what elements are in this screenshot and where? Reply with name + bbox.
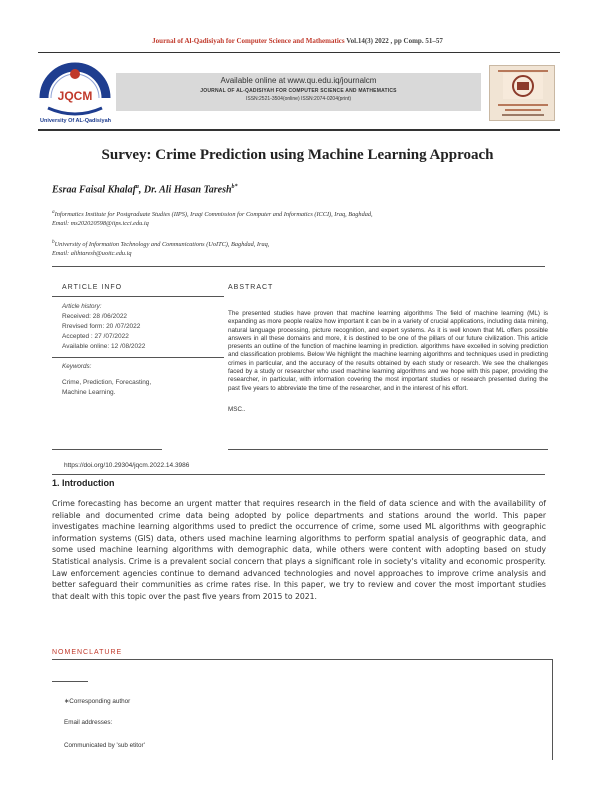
affil-mark: b xyxy=(52,239,55,245)
affiliation-rule xyxy=(52,266,545,267)
nomenclature-rule xyxy=(52,659,553,660)
abstract-text: The presented studies have proven that machine learning algorithms The field of machine learning (ML) is expanding as more people realize how important it can be in a variety of crucial applications, including data mining, natural language processing, picture recognition, and expert systems. As it is well known that ML offers possible answers in all these domains and more, it is destined to be one of the pillars of our future civilization. This article presents an outline of the function of machine learning in prediction. algorithms have excelled in solving prediction and classification problems. Below We highlight the machine learning algorithms and techniques used in predicting crimes in particular, and the accuracy of the results obtained by each study or research. We see the challenges faced by a study or researcher who used machine learning algorithms and we hope with this paper, providing the researcher, in particular, with information covering the most important studies or research presented during the past five years to abbreviate the time of the researcher, and in the interest of his effort. xyxy=(228,310,548,392)
email-note: Email addresses: xyxy=(64,719,113,726)
footnote-rule xyxy=(52,681,88,682)
header-rule xyxy=(38,52,560,53)
communicated-note: Communicated by 'sub etitor' xyxy=(64,742,145,749)
title-rule xyxy=(38,129,560,131)
running-header xyxy=(0,37,595,45)
author-affil-mark: a xyxy=(135,184,139,190)
author-affil-mark: b* xyxy=(231,184,238,190)
cover-bar xyxy=(505,109,541,111)
university-name: University Of AL-Qadisiyah xyxy=(39,118,111,124)
journal-name: Journal of Al-Qadisiyah for Computer Science and Mathematics xyxy=(152,37,345,45)
abstract-msc: MSC.. xyxy=(228,405,246,413)
affil-email: Email: ms202020598@iips.icci.edu.iq xyxy=(52,220,149,228)
accepted-date: Accepted : 27 /07/2022 xyxy=(62,333,129,340)
cover-title-bar xyxy=(498,70,548,72)
cover-logo-icon xyxy=(503,73,543,99)
received-date: Received: 28 /06/2022 xyxy=(62,313,128,320)
cover-bar xyxy=(502,114,544,116)
affil-email: Email: alihtaresh@uoitc.edu.iq xyxy=(52,250,132,258)
banner-journal: JOURNAL OF AL-QADISIYAH FOR COMPUTER SCIENCE AND MATHEMATICS xyxy=(200,88,397,94)
banner-url: Available online at www.qu.edu.iq/journalcm xyxy=(220,76,377,85)
keywords-label: Keywords: xyxy=(62,363,92,370)
keywords-text: Crime, Prediction, Forecasting, xyxy=(62,379,152,386)
nomenclature-heading: NOMENCLATURE xyxy=(52,649,123,656)
section-heading: 1. Introduction xyxy=(52,478,115,488)
cover-bar xyxy=(498,104,548,106)
article-history xyxy=(52,297,224,352)
affil-text: Informatics Institute for Postgraduate Studies (IIPS), Iraqi Commission for Computer and Informatics (ICCI), Iraq, Baghdad, xyxy=(54,211,373,219)
history-label: Article history: xyxy=(62,303,102,310)
abstract xyxy=(228,284,548,413)
journal-banner xyxy=(116,73,481,111)
journal-cover-image xyxy=(489,65,555,121)
author-separator: , xyxy=(138,184,144,196)
doi-rule xyxy=(52,474,545,475)
paper-title: Survey: Crime Prediction using Machine Learning Approach xyxy=(101,147,494,163)
affiliation-b xyxy=(52,238,269,258)
affil-text: University of Information Technology and Communications (UoITC), Baghdad, Iraq, xyxy=(54,241,270,249)
doi-link[interactable]: https://doi.org/10.29304/jqcm.2022.14.3986 xyxy=(64,462,190,469)
logo-text: JQCM xyxy=(57,89,93,103)
affiliation-a xyxy=(52,208,373,228)
keywords-text: Machine Learning. xyxy=(62,389,116,396)
keywords-block xyxy=(52,362,224,398)
abstract-heading: ABSTRACT xyxy=(228,284,274,291)
author-list xyxy=(52,184,238,195)
article-info-heading: ARTICLE INFO xyxy=(52,284,224,297)
article-info xyxy=(52,284,224,398)
available-date: Available online: 12 /08/2022 xyxy=(62,343,146,350)
revised-date: Rrevised form: 20 /07/2022 xyxy=(62,323,141,330)
banner-issn: ISSN:2521-3504(online) ISSN:2074-0204(print) xyxy=(245,96,352,102)
journal-logo-icon xyxy=(36,58,114,124)
info-bottom-rule xyxy=(52,449,162,450)
corresponding-author-note: ∗Corresponding author xyxy=(64,698,131,705)
nomenclature-box-edge xyxy=(552,659,553,760)
abstract-bottom-rule xyxy=(228,449,548,450)
volume-pages: Vol.14(3) 2022 , pp Comp. 51–57 xyxy=(346,37,443,45)
author-name: Esraa Faisal Khalaf xyxy=(52,184,136,196)
introduction-text: Crime forecasting has become an urgent matter that requires research in the field of data science and with the availability of reliable and documented crime data being adopted by police departments and stations around the world. This paper investigates machine learning algorithms used to predict the occurrence of crime, some used ML algorithms with geographic information systems (GIS) data, others used machine learning algorithms to perform spatial analysis of geographic data, and some used machine learning algorithms with demographic data, while others were content with adopting based on study Statistical analysis. Crime is a prevalent social concern that plays a significant role in society's vitality and economic prosperity. Law enforcement agencies continue to demand advanced technologies and novel approaches to improve crime analysis and better safeguard their communities as crime rates rise. In this paper, we try to review and cover the most important studies that dealt with this topic over the past five years from 2015 to 2021. xyxy=(52,499,546,601)
affil-mark: a xyxy=(52,209,55,215)
info-divider xyxy=(52,357,224,358)
author-name: Dr. Ali Hasan Taresh xyxy=(143,184,232,196)
